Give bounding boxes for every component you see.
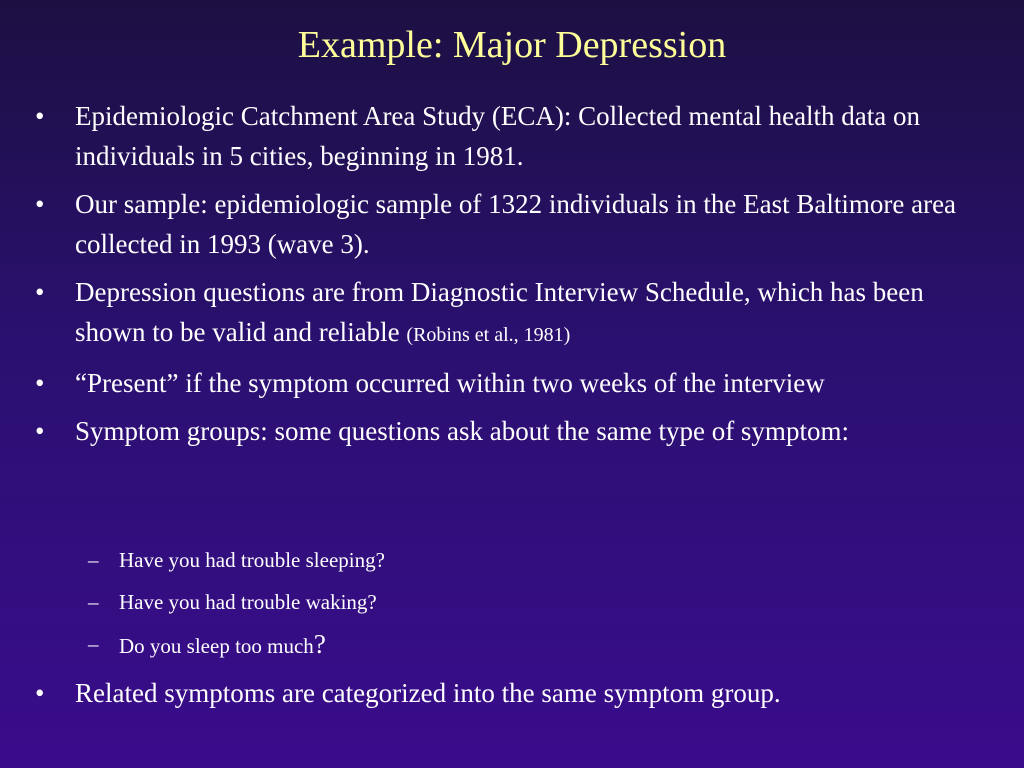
- sub-bullet-text: Have you had trouble waking?: [119, 590, 377, 614]
- citation: (Robins et al., 1981): [406, 324, 571, 346]
- bullet-item: [33, 272, 993, 355]
- bullet-item: [33, 363, 993, 403]
- bullet-item: [33, 673, 993, 713]
- bullet-item: [33, 411, 993, 451]
- bullet-list: [33, 96, 993, 451]
- bullet-text: Related symptoms are categorized into the same symptom group.: [75, 678, 781, 708]
- sub-bullet-text: Have you had trouble sleeping?: [119, 548, 385, 572]
- sub-bullet-item: [33, 544, 993, 576]
- bullet-glyph: •: [35, 101, 45, 131]
- bullet-text: Epidemiologic Catchment Area Study (ECA): Collected mental health data on individuals in 5 cities, beginning in 1981.: [75, 101, 921, 171]
- bullet-glyph: •: [35, 416, 45, 446]
- dash-glyph: –: [88, 632, 99, 656]
- bullet-text: “Present” if the symptom occurred within two weeks of the interview: [75, 368, 825, 398]
- sub-bullet-list: [33, 544, 993, 672]
- dash-glyph: –: [88, 548, 99, 572]
- sub-bullet-item: [33, 586, 993, 618]
- sub-bullet-text: Do you sleep too much: [119, 634, 314, 658]
- bullet-text: Symptom groups: some questions ask about the same type of symptom:: [75, 416, 849, 446]
- bullet-glyph: •: [35, 678, 45, 708]
- sub-bullet-suffix: ?: [313, 629, 326, 659]
- bullet-text: Depression questions are from Diagnostic Interview Schedule, which has been shown to be valid and reliable: [75, 277, 924, 347]
- bullet-glyph: •: [35, 368, 45, 398]
- bullet-item: [33, 184, 993, 264]
- sub-bullet-item: [33, 628, 993, 662]
- bullet-text: Our sample: epidemiologic sample of 1322 individuals in the East Baltimore area collected in 1993 (wave 3).: [75, 189, 957, 259]
- bullet-glyph: •: [35, 189, 45, 219]
- slide-title: Example: Major Depression: [297, 24, 727, 66]
- bullet-item: [33, 96, 993, 176]
- bullet-glyph: •: [35, 277, 45, 307]
- bullet-list-continued: [33, 673, 993, 721]
- dash-glyph: –: [88, 590, 99, 614]
